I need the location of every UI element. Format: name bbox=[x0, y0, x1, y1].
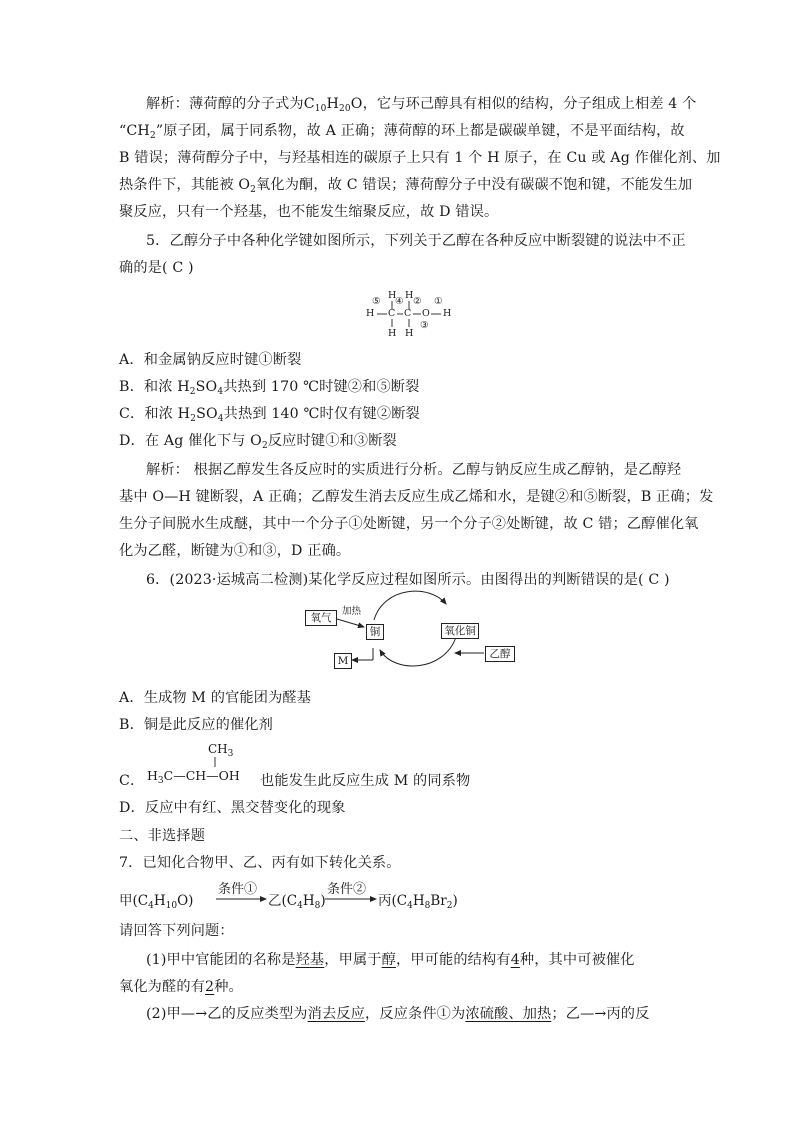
question-7-stem: 7．已知化合物甲、乙、丙有如下转化关系。 bbox=[119, 855, 401, 871]
atom-h: H bbox=[388, 290, 397, 301]
option-d: D．反应中有红、黑交替变化的现象 bbox=[119, 800, 346, 816]
bond-number-1: ① bbox=[434, 296, 443, 307]
option-c-label: C． bbox=[119, 773, 145, 789]
answer-blank: 消去反应 bbox=[307, 1006, 365, 1022]
analysis-line: 聚反应，只有一个羟基，也不能发生缩聚反应，故 D 错误。 bbox=[119, 204, 499, 220]
section-heading: 二、非选择题 bbox=[119, 828, 206, 844]
option-b: B．铜是此反应的催化剂 bbox=[119, 717, 273, 733]
analysis-line: 生分子间脱水生成醚，其中一个分子①处断键，另一个分子②处断键，故 C 错；乙醇催化氧 bbox=[119, 516, 699, 532]
option-d: D．在 Ag 催化下与 $O_2$反应时键①和③断裂 bbox=[119, 433, 397, 451]
methyl-group: $CH_3$ bbox=[208, 742, 234, 759]
copper-oxide-box: 氧化铜 bbox=[441, 623, 479, 639]
option-c-text: 也能发生此反应生成 M 的同系物 bbox=[260, 773, 471, 789]
option-b: B．和浓 $H_2SO_4$共热到 170 ℃时键②和⑤断裂 bbox=[119, 379, 420, 397]
analysis-line: “$CH_2$”原子团，属于同系物，故 A 正确；薄荷醇的环上都是碳碳单键，不是平面结构，故 bbox=[119, 123, 685, 141]
option-c: C．和浓 $H_2SO_4$共热到 140 ℃时仅有键②断裂 bbox=[119, 406, 420, 424]
option-a: A．生成物 M 的官能团为醛基 bbox=[119, 690, 312, 706]
bond-number-5: ⑤ bbox=[372, 296, 381, 307]
question-5-stem: 确的是( C ) bbox=[119, 260, 194, 276]
atom-c: C bbox=[404, 308, 412, 319]
oxygen-box: 氧气 bbox=[305, 610, 337, 626]
answer-blank: 羟基 bbox=[295, 952, 325, 968]
subquestion-1: (1)甲中官能团的名称是羟基，甲属于醇，甲可能的结构有4种，其中可被催化 bbox=[146, 952, 635, 968]
analysis-line: 解析：薄荷醇的分子式为$C_{10}H_{20}O$，它与环己醇具有相似的结构，分子组成上相差 4 个 bbox=[146, 96, 697, 114]
bond-number-4: ④ bbox=[395, 296, 404, 307]
answer-blank: 4 bbox=[510, 952, 520, 968]
analysis-line: 化为乙醛，断键为①和③，D 正确。 bbox=[119, 543, 351, 559]
isopropanol-chain: $H_3C—CH—OH$ bbox=[147, 768, 240, 786]
compound-bing: 丙$(C_4H_8Br_2)$ bbox=[378, 893, 458, 911]
analysis-line: B 错误；薄荷醇分子中，与羟基相连的碳原子上只有 1 个 H 原子，在 Cu 或 Ag 作催化剂、加 bbox=[119, 150, 721, 166]
subquestion-1: 氧化为醛的有2种。 bbox=[119, 979, 243, 995]
condition-2: 条件② bbox=[327, 882, 367, 897]
copper-box: 铜 bbox=[366, 624, 384, 640]
ethanol-box: 乙醇 bbox=[485, 646, 515, 662]
answer-blank: 浓硫酸、加热 bbox=[465, 1006, 552, 1022]
analysis-line: 基中 O—H 键断裂，A 正确；乙醇发生消去反应生成乙烯和水，是键②和⑤断裂，B 正确；发 bbox=[119, 489, 714, 505]
atom-h: H bbox=[405, 328, 414, 339]
compound-jia: 甲$(C_4H_{10}O)$ bbox=[119, 893, 194, 911]
atom-c: C bbox=[388, 308, 396, 319]
analysis-line: 解析： 根据乙醇发生各反应时的实质进行分析。乙醇与钠反应生成乙醇钠，是乙醇羟 bbox=[146, 462, 682, 478]
atom-h: H bbox=[443, 308, 452, 319]
atom-o: O bbox=[422, 308, 430, 319]
option-a: A．和金属钠反应时键①断裂 bbox=[119, 352, 302, 368]
bond-number-2: ② bbox=[413, 296, 422, 307]
answer-blank: 醇 bbox=[381, 952, 396, 968]
question-5-stem: 5．乙醇分子中各种化学键如图所示，下列关于乙醇在各种反应中断裂键的说法中不正 bbox=[146, 233, 686, 249]
analysis-line: 热条件下，其能被 $O_2$氧化为酮，故 C 错误；薄荷醇分子中没有碳碳不饱和键，不能发生加 bbox=[119, 177, 693, 195]
subquestion-2: (2)甲—→乙的反应类型为消去反应，反应条件①为浓硫酸、加热；乙—→丙的反 bbox=[146, 1006, 650, 1022]
m-box: M bbox=[334, 653, 352, 669]
heat-label: 加热 bbox=[342, 606, 362, 617]
bond-number-3: ③ bbox=[420, 320, 429, 331]
condition-1: 条件① bbox=[218, 882, 258, 897]
question-6-stem: 6．(2023·运城高二检测)某化学反应过程如图所示。由图得出的判断错误的是( C ) bbox=[146, 572, 670, 588]
prompt: 请回答下列问题： bbox=[119, 923, 234, 939]
atom-h: H bbox=[388, 328, 397, 339]
compound-yi: 乙$(C_4H_8)$ bbox=[268, 893, 326, 911]
answer-blank: 2 bbox=[205, 979, 215, 995]
atom-h: H bbox=[366, 308, 375, 319]
atom-h: H bbox=[405, 290, 414, 301]
